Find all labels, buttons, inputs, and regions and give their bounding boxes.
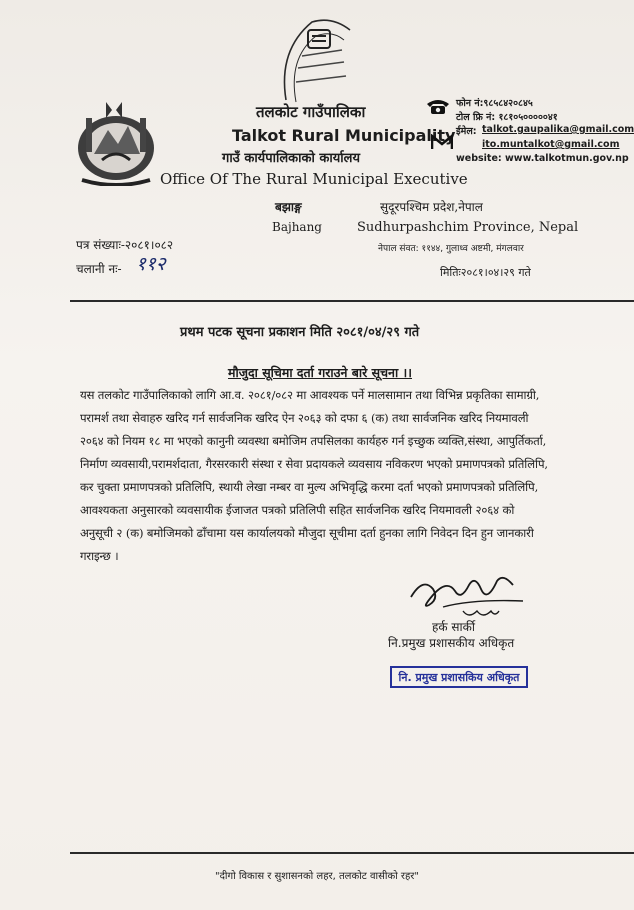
municipality-name-nepali: तलकोट गाउँपालिका [256,103,366,121]
phone-number: फोन नं:९८५८४२०८४५ [456,98,533,109]
official-title-stamp: नि. प्रमुख प्रशासकिय अधिकृत [390,666,528,688]
email-label: ईमेल: [456,126,477,137]
district-nepali: बझाङ्ग [275,200,302,214]
body-line: २०६४ को नियम १८ मा भएको कानुनी व्यवस्था बमोजिम तपसिलका कार्यहरु गर्न इच्छुक व्यक्ति,संस्था, आपुर्तिकर्ता, [80,434,547,448]
letter-date: मितिः२०८१।०४।२९ गते [440,266,531,279]
notice-subject: मौजुदा सूचिमा दर्ता गराउने बारे सूचना ।। [228,365,413,380]
body-line: परामर्श तथा सेवाहरु खरिद गर्न सार्वजनिक खरिद ऐन २०६३ को दफा ६ (क) तथा सार्वजनिक खरिद नियमावली [80,411,529,425]
nepal-emblem-icon [72,96,160,186]
body-line: अनुसूची २ (क) बमोजिमको ढाँचामा यस कार्यालयको मौजुदा सूचीमा दर्ता हुनका लागि निवेदन दिन हुन जानकारी [80,526,534,540]
province-nepali: सुदूरपश्चिम प्रदेश,नेपाल [380,200,483,214]
body-line: गराइन्छ । [80,549,119,563]
email-link-primary[interactable]: talkot.gaupalika@gmail.com [482,124,634,135]
office-name-english: Office Of The Rural Municipal Executive [160,170,468,188]
district-english: Bajhang [272,220,322,234]
body-line: निर्माण व्यवसायी,परामर्शदाता, गैरसरकारी संस्था र सेवा प्रदायकले व्यवसाय नविकरण भएको प्रमाणपत्रको प्रतिलिपि, [80,457,548,471]
notice-heading: प्रथम पटक सूचना प्रकाशन मिति २०८१/०४/२९ गते [180,325,420,340]
body-line: कर चुक्ता प्रमाणपत्रको प्रतिलिपि, स्थायी लेखा नम्बर वा मुल्य अभिवृद्धि करमा दर्ता भएको प्रमाणपत्रको प्रतिलिपि, [80,480,539,494]
website-link[interactable]: website: www.talkotmun.gov.np [456,153,629,164]
nepal-era-date: नेपाल संवत: ११४४, गुलाध्व अष्टमी, मंगलवार [378,244,524,254]
body-line: यस तलकोट गाउँपालिकाको लागि आ.व. २०८१/०८२ मा आवश्यक पर्ने मालसामान तथा विभिन्न प्रकृतिका सामाग्री, [80,388,540,402]
footer-motto: "दीगो विकास र सुशासनको लहर, तलकोट वासीको रहर" [215,871,419,882]
body-line: आवश्यकता अनुसारको व्यवसायीक ईजाजत पत्रको प्रतिलिपी सहित सार्वजनिक खरिद नियमावली २०६४ को [80,503,515,517]
office-name-nepali: गाउँ कार्यपालिकाको कार्यालय [222,151,360,166]
municipality-name-english: Talkot Rural Municipality [232,126,456,145]
signer-name: हर्क सार्की [432,620,475,634]
footer-divider [70,852,634,854]
province-english: Sudhurpashchim Province, Nepal [357,220,579,235]
reference-number: पत्र संख्याः-२०८१।०८२ [76,238,174,252]
dispatch-number: ११२ [136,253,166,275]
toll-free-number: टोल फ्रि नं: १८१०५०००००४१ [456,112,558,123]
telephone-icon [425,97,451,115]
header-divider [70,300,634,302]
gmail-icon [431,134,453,150]
dispatch-label: चलानी नः- [76,262,122,276]
municipal-seal-icon [272,10,362,110]
email-link-secondary[interactable]: ito.muntalkot@gmail.com [482,139,620,150]
signer-title: नि.प्रमुख प्रशासकीय अधिकृत [388,636,515,650]
